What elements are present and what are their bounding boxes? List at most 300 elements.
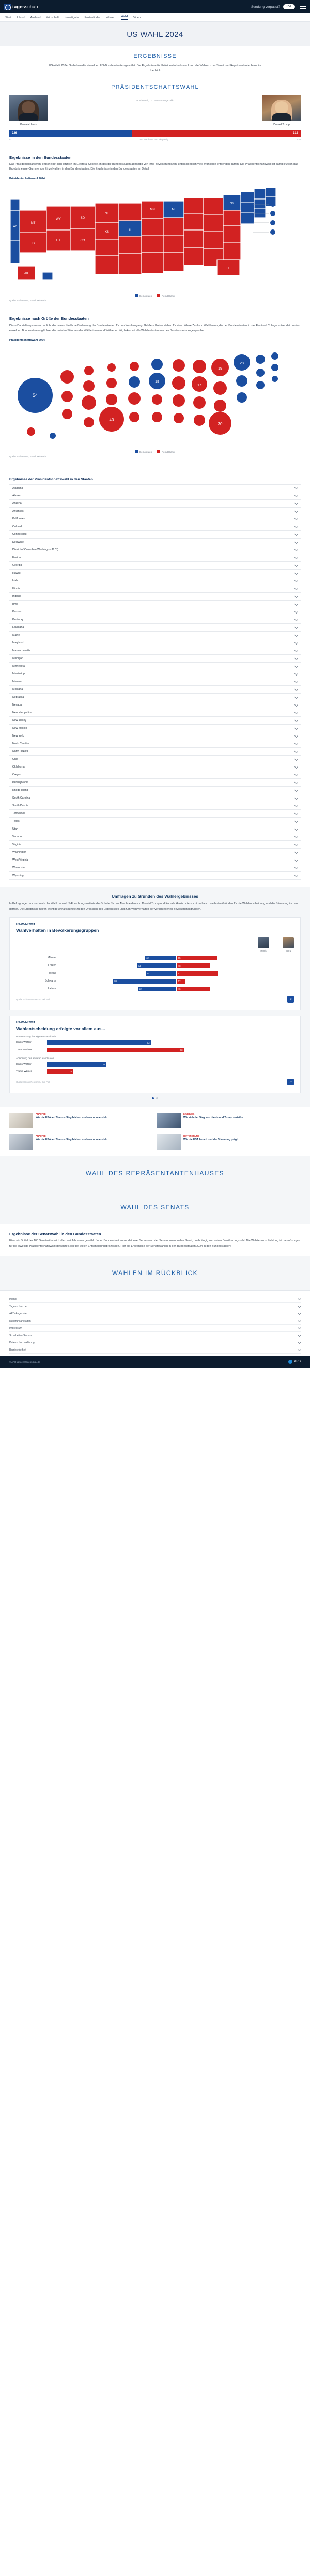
polls-section bbox=[0, 887, 310, 1106]
state-name: Washington bbox=[12, 851, 27, 854]
poll-row-label: Frauen bbox=[48, 964, 56, 968]
state-accordion-item[interactable] bbox=[9, 570, 301, 577]
state-accordion-item[interactable] bbox=[9, 856, 301, 864]
state-accordion-item[interactable] bbox=[9, 531, 301, 539]
footer-item[interactable] bbox=[9, 1303, 301, 1310]
state-name: Arkansas bbox=[12, 510, 24, 513]
tagesschau-mark-icon bbox=[4, 4, 11, 10]
state-accordion-item[interactable] bbox=[9, 663, 301, 670]
state-name: Utah bbox=[12, 827, 18, 831]
state-accordion-item[interactable] bbox=[9, 577, 301, 585]
presidential-subtitle: Bundesweit, 100 Prozent ausgezählt bbox=[136, 99, 174, 102]
chevron-down-icon bbox=[295, 757, 298, 761]
state-accordion-item[interactable] bbox=[9, 833, 301, 841]
bubble-map-subtitle: Präsidentschaftswahl 2024 bbox=[9, 339, 45, 342]
chevron-down-icon bbox=[295, 633, 298, 637]
chevron-down-icon bbox=[295, 556, 298, 559]
state-accordion-item[interactable] bbox=[9, 523, 301, 531]
chevron-down-icon bbox=[298, 1297, 301, 1300]
share-icon-2[interactable]: ↗ bbox=[287, 1079, 294, 1085]
page-title: US WAHL 2024 bbox=[127, 30, 183, 39]
chevron-down-icon bbox=[295, 641, 298, 645]
chevron-down-icon bbox=[295, 749, 298, 753]
teaser-3-kicker: ANALYSE bbox=[36, 1134, 46, 1137]
state-accordion-item[interactable] bbox=[9, 655, 301, 663]
state-name: Colorado bbox=[12, 525, 24, 529]
poll-hrow-value: 83 bbox=[180, 1049, 183, 1052]
bubble-map-section bbox=[0, 309, 310, 465]
poll-row bbox=[16, 977, 294, 985]
state-name: New Hampshire bbox=[12, 711, 32, 715]
state-name: New Mexico bbox=[12, 727, 27, 730]
state-accordion-item[interactable] bbox=[9, 632, 301, 639]
state-name: Kalifornien bbox=[12, 517, 25, 521]
state-name: Michigan bbox=[12, 657, 23, 661]
svg-text:WY: WY bbox=[56, 218, 61, 221]
footer-item-label: So arbeiten Sie uns bbox=[9, 1333, 32, 1337]
chevron-down-icon bbox=[295, 835, 298, 838]
state-accordion-item[interactable] bbox=[9, 554, 301, 562]
us-map-svg bbox=[9, 183, 301, 287]
hamburger-icon[interactable] bbox=[298, 5, 306, 9]
footer-item[interactable] bbox=[9, 1296, 301, 1303]
state-accordion-item[interactable] bbox=[9, 709, 301, 717]
share-icon[interactable]: ↗ bbox=[287, 996, 294, 1003]
poll-col-trump: Trump bbox=[283, 937, 294, 952]
state-name: Montana bbox=[12, 688, 23, 692]
chevron-down-icon bbox=[295, 726, 298, 730]
state-accordion-item[interactable] bbox=[9, 647, 301, 655]
state-accordion-item[interactable] bbox=[9, 818, 301, 825]
teaser-3-image bbox=[9, 1134, 33, 1150]
chevron-down-icon bbox=[295, 811, 298, 815]
chevron-down-icon bbox=[295, 842, 298, 846]
nav-item-video[interactable]: Video bbox=[133, 16, 141, 19]
tagesschau-logo[interactable] bbox=[4, 4, 38, 10]
house-band-title: WAHL DES REPRÄSENTANTENHAUSES bbox=[85, 1169, 225, 1177]
state-name: Kansas bbox=[12, 610, 22, 614]
state-accordion-item[interactable] bbox=[9, 771, 301, 779]
chevron-down-icon bbox=[295, 687, 298, 691]
svg-text:17: 17 bbox=[197, 384, 202, 388]
chevron-down-icon bbox=[295, 610, 298, 614]
state-accordion-item[interactable] bbox=[9, 756, 301, 763]
state-name: Mississippi bbox=[12, 672, 26, 676]
harris-bar bbox=[137, 963, 175, 968]
footer-item[interactable] bbox=[9, 1339, 301, 1346]
poll-card-2-source: Quelle: Edison Research / Exit Poll bbox=[16, 1080, 50, 1083]
state-name: Pennsylvania bbox=[12, 781, 28, 785]
poll-card-motivation bbox=[9, 1016, 301, 1093]
state-name: Connecticut bbox=[12, 533, 27, 536]
state-accordion-item[interactable] bbox=[9, 484, 301, 492]
state-accordion-item[interactable] bbox=[9, 585, 301, 593]
state-accordion-item[interactable] bbox=[9, 701, 301, 709]
electoral-scale bbox=[9, 138, 301, 141]
poll-card-1-kicker: US-Wahl 2024 bbox=[16, 923, 35, 926]
footer-list bbox=[9, 1296, 301, 1354]
teaser-2-headline: Wie sich der Sieg von Harris und Trump verteilte bbox=[183, 1116, 243, 1120]
state-accordion-item[interactable] bbox=[9, 740, 301, 748]
poll-card-2-footer bbox=[16, 1079, 294, 1085]
state-name: Nevada bbox=[12, 703, 22, 707]
state-accordion-item[interactable] bbox=[9, 864, 301, 872]
chevron-down-icon bbox=[298, 1347, 301, 1351]
chevron-down-icon bbox=[295, 695, 298, 699]
nav-item-wirtschaft[interactable]: Wirtschaft bbox=[46, 16, 59, 19]
chevron-down-icon bbox=[295, 664, 298, 668]
chevron-down-icon bbox=[295, 796, 298, 800]
footer-links bbox=[0, 1290, 310, 1356]
state-name: Georgia bbox=[12, 564, 22, 568]
chevron-down-icon bbox=[295, 734, 298, 738]
map-legend bbox=[9, 294, 301, 297]
nav-item-start[interactable]: Start bbox=[5, 16, 11, 19]
trump-bar bbox=[177, 956, 217, 960]
tagesschau-wordmark: tagesschau bbox=[12, 4, 38, 9]
teaser-1-image bbox=[9, 1113, 33, 1128]
chevron-down-icon bbox=[295, 618, 298, 621]
carousel-dot-1[interactable] bbox=[152, 1097, 154, 1099]
teaser-3[interactable] bbox=[9, 1134, 153, 1150]
chevron-down-icon bbox=[298, 1311, 301, 1315]
svg-text:NE: NE bbox=[104, 212, 110, 216]
state-accordion-item[interactable] bbox=[9, 492, 301, 500]
teaser-1[interactable] bbox=[9, 1113, 153, 1128]
poll-row bbox=[16, 970, 294, 977]
poll-col-harris: Harris bbox=[258, 937, 269, 952]
state-accordion-item[interactable] bbox=[9, 624, 301, 632]
poll-card-2-group2-label: Ablehnung des anderen Kandidaten bbox=[16, 1056, 54, 1060]
footer-bottom bbox=[0, 1356, 310, 1368]
svg-text:FL: FL bbox=[226, 267, 230, 270]
state-accordion-item[interactable] bbox=[9, 593, 301, 601]
state-accordion-item[interactable] bbox=[9, 779, 301, 787]
chevron-down-icon bbox=[295, 494, 298, 497]
state-accordion-item[interactable] bbox=[9, 810, 301, 818]
live-button[interactable]: LIVE bbox=[283, 4, 295, 9]
harris-bar bbox=[146, 971, 175, 976]
chevron-down-icon bbox=[295, 742, 298, 745]
svg-text:KS: KS bbox=[104, 231, 110, 234]
chevron-down-icon bbox=[295, 866, 298, 869]
state-name: Florida bbox=[12, 556, 21, 560]
chevron-down-icon bbox=[295, 525, 298, 528]
chevron-down-icon bbox=[295, 873, 298, 877]
map-source: Quelle: AP/Reuters; Stand: Mittwoch bbox=[9, 299, 47, 302]
state-name: Oklahoma bbox=[12, 765, 25, 769]
state-map-heading: Ergebnisse in den Bundesstaaten bbox=[9, 155, 72, 160]
state-accordion-item[interactable] bbox=[9, 608, 301, 616]
state-name: Rhode Island bbox=[12, 789, 28, 792]
state-name: Vermont bbox=[12, 835, 23, 839]
harris-thumb bbox=[258, 937, 269, 948]
state-accordion-item[interactable] bbox=[9, 515, 301, 523]
poll-row bbox=[16, 962, 294, 970]
states-list bbox=[9, 484, 301, 880]
state-name: Louisiana bbox=[12, 626, 24, 630]
us-bubble-map[interactable] bbox=[9, 345, 301, 448]
poll-hrow-label: Trump-Wähler bbox=[16, 1049, 32, 1052]
chevron-down-icon bbox=[295, 579, 298, 582]
chevron-down-icon bbox=[298, 1340, 301, 1344]
teaser-4-image bbox=[157, 1134, 181, 1150]
chevron-down-icon bbox=[295, 680, 298, 683]
state-map-section bbox=[0, 148, 310, 309]
chevron-down-icon bbox=[298, 1326, 301, 1329]
poll-card-1-rows bbox=[16, 954, 294, 993]
scale-left: 0 bbox=[9, 137, 11, 141]
svg-text:19: 19 bbox=[155, 380, 159, 385]
footer-item-label: Datenschutzerklärung bbox=[9, 1341, 35, 1344]
state-accordion-item[interactable] bbox=[9, 539, 301, 546]
state-accordion-item[interactable] bbox=[9, 849, 301, 856]
bubble-map-heading: Ergebnisse nach Größe der Bundesstaaten bbox=[9, 316, 89, 321]
footer-item-label: Impressum bbox=[9, 1326, 22, 1330]
poll-card-2-title: Wahlentscheidung erfolgte vor allem aus... bbox=[16, 1025, 105, 1031]
poll-hrow bbox=[16, 1068, 294, 1076]
scale-right: 538 bbox=[297, 137, 301, 141]
state-accordion-item[interactable] bbox=[9, 725, 301, 732]
trump-bar bbox=[177, 971, 219, 976]
teaser-4[interactable] bbox=[157, 1134, 301, 1150]
state-name: Wyoming bbox=[12, 874, 24, 878]
state-accordion-item[interactable] bbox=[9, 601, 301, 608]
chevron-down-icon bbox=[295, 625, 298, 629]
chevron-down-icon bbox=[295, 718, 298, 722]
trump-electoral-votes: 312 bbox=[132, 130, 301, 137]
svg-text:IL: IL bbox=[129, 229, 132, 232]
state-accordion-item[interactable] bbox=[9, 686, 301, 694]
state-accordion-item[interactable] bbox=[9, 802, 301, 810]
state-accordion-item[interactable] bbox=[9, 717, 301, 725]
state-accordion-item[interactable] bbox=[9, 616, 301, 624]
teaser-3-headline: Wie die USA auf Trumps Sieg blicken und was nun ansteht bbox=[36, 1138, 108, 1141]
poll-hrow-bar bbox=[47, 1040, 151, 1045]
footer-item[interactable] bbox=[9, 1332, 301, 1339]
bubble-legend bbox=[9, 450, 301, 453]
chevron-down-icon bbox=[295, 656, 298, 660]
footer-item-label: Tagesschau.de bbox=[9, 1305, 27, 1308]
svg-text:CO: CO bbox=[80, 239, 85, 242]
results-title: ERGEBNISSE bbox=[133, 53, 177, 59]
state-name: North Dakota bbox=[12, 750, 28, 754]
poll-card-1-source: Quelle: Edison Research / Exit Poll bbox=[16, 998, 50, 1001]
state-name: Maine bbox=[12, 634, 20, 637]
poll-row bbox=[16, 985, 294, 993]
results-lede: US-Wahl 2024: So haben die einzelnen US-Bundesstaaten gewählt. Die Ergebnisse für Präsidentschaftswahl und die Wahlen zum Senat und Repräsentantenhaus im Überblick. bbox=[49, 64, 261, 72]
state-accordion-item[interactable] bbox=[9, 872, 301, 880]
teaser-1-headline: Wie die USA auf Trumps Sieg blicken und was nun ansteht bbox=[36, 1116, 108, 1120]
poll-card-2-rows-group1 bbox=[16, 1039, 294, 1054]
harris-value: 52 bbox=[138, 987, 142, 990]
state-accordion-item[interactable] bbox=[9, 825, 301, 833]
teaser-row bbox=[0, 1107, 310, 1134]
chevron-down-icon bbox=[295, 780, 298, 784]
state-accordion-item[interactable] bbox=[9, 694, 301, 701]
state-name: Hawaii bbox=[12, 572, 21, 575]
poll-card-1-columns bbox=[16, 937, 294, 952]
state-name: South Dakota bbox=[12, 804, 29, 808]
nav-item-faktenfinder[interactable]: Faktenfinder bbox=[84, 16, 101, 19]
presidential-meta bbox=[50, 95, 260, 102]
poll-hrow-bar bbox=[47, 1069, 73, 1074]
state-accordion-item[interactable] bbox=[9, 732, 301, 740]
poll-row-label: Latinos bbox=[48, 987, 56, 991]
chevron-down-icon bbox=[295, 532, 298, 536]
state-accordion-item[interactable] bbox=[9, 787, 301, 794]
trump-name: Donald Trump bbox=[273, 122, 290, 126]
legend-republicans: Republikaner bbox=[157, 294, 175, 297]
bubble-source: Quelle: AP/Reuters; Stand: Mittwoch bbox=[9, 455, 47, 458]
chevron-down-icon bbox=[295, 563, 298, 567]
harris-portrait bbox=[9, 95, 48, 121]
state-accordion-item[interactable] bbox=[9, 508, 301, 515]
presidential-section bbox=[0, 81, 310, 148]
state-accordion-item[interactable] bbox=[9, 500, 301, 508]
poll-card-2-group1-label: Unterstützung der eigenen Kandidatin bbox=[16, 1035, 56, 1038]
poll-hrow-value: 36 bbox=[102, 1063, 105, 1066]
polls-intro: In Befragungen vor und nach der Wahl haben US-Forschungsinstitute die Gründe für das Abschneiden von Donald Trump und Kamala Harris untersucht und auch nach den Gründen für die Wahlentscheidung und die Stimmung im Land gefragt. Die Ergebnisse helfen wichtige Anhaltspunkte zu den Ursachen des Ergebnisses und zum Wahlverhalten der verschiedenen Bevölkerungsgruppen. bbox=[9, 902, 299, 911]
poll-hrow-label: Trump-Wähler bbox=[16, 1070, 32, 1074]
trump-thumb bbox=[283, 937, 294, 948]
state-name: New Jersey bbox=[12, 719, 27, 723]
chevron-down-icon bbox=[298, 1333, 301, 1337]
chevron-down-icon bbox=[295, 765, 298, 769]
poll-hrow-value: 16 bbox=[69, 1070, 72, 1074]
svg-text:28: 28 bbox=[240, 362, 244, 366]
nav-item-investigativ[interactable]: Investigativ bbox=[64, 16, 79, 19]
carousel-dots[interactable] bbox=[9, 1097, 301, 1099]
senate-band bbox=[0, 1190, 310, 1224]
footer-item[interactable] bbox=[9, 1325, 301, 1332]
nav-item-wissen[interactable]: Wissen bbox=[106, 16, 116, 19]
state-name: Missouri bbox=[12, 680, 23, 684]
house-band bbox=[0, 1156, 310, 1190]
senate-text: Etwa ein Drittel der 100 Senatssitze wird alle zwei Jahre neu gewählt. Jeder Bundesstaat entsendet zwei Senatoren oder Senatorinnen in den Senat, unabhängig von seiner Bevölkerungszahl. Die Wahlterminschichtung ist darauf sorgen für die jeweilige Präsidentschaftswahl gewählte Rolle bei vielen Entscheidungsprozessen. Hier die Ergebnisse der Senatswahlen in den Bundesstaaten 2024 in den Bundesstaaten: bbox=[9, 1239, 300, 1248]
candidate-trump[interactable] bbox=[262, 95, 301, 126]
ard-dot-icon bbox=[288, 1360, 292, 1364]
senate-heading: Ergebnisse der Senatswahl in den Bundesstaaten bbox=[9, 1231, 101, 1236]
bubble-map-text: Diese Darstellung veranschaulicht die unterschiedliche Bedeutung der Bundesstaaten für den Wahlausgang. Größere Kreise stehen für eine höhere Zahl von Wahlleuten, die der Bundesstaaten in das Electoral College entsendet. In den einzelnen Bundesstaaten gilt: Wer die meisten Stimmen der Wählerinnen und Wähler erhält, bekommt alle Wahlleutestimmen des Bundesstaats zugesprochen. bbox=[9, 324, 300, 332]
teaser-2-image bbox=[157, 1113, 181, 1128]
retrospective-band bbox=[0, 1256, 310, 1290]
polls-title: Umfragen zu Gründen des Wahlergebnisses bbox=[112, 894, 198, 899]
chevron-down-icon bbox=[295, 548, 298, 551]
state-accordion-item[interactable] bbox=[9, 670, 301, 678]
poll-row-label: Männer bbox=[48, 956, 56, 960]
state-name: Maryland bbox=[12, 641, 24, 645]
poll-hrow bbox=[16, 1039, 294, 1047]
trump-bar bbox=[177, 963, 210, 968]
state-name: Arizona bbox=[12, 502, 22, 505]
retrospective-title: WAHLEN IM RÜCKBLICK bbox=[112, 1269, 198, 1277]
state-name: Wisconsin bbox=[12, 866, 25, 870]
chevron-down-icon bbox=[295, 711, 298, 714]
poll-hrow-label: Harris-Wähler bbox=[16, 1041, 32, 1045]
footer-item[interactable] bbox=[9, 1346, 301, 1354]
svg-text:MT: MT bbox=[30, 222, 36, 225]
senate-section bbox=[0, 1224, 310, 1256]
state-accordion-item[interactable] bbox=[9, 794, 301, 802]
footer-item[interactable] bbox=[9, 1317, 301, 1325]
states-heading: Ergebnisse der Präsidentschaftswahl in den Staaten bbox=[9, 478, 93, 482]
state-name: Alaska bbox=[12, 494, 21, 498]
poll-hrow bbox=[16, 1061, 294, 1068]
footer-item-label: Barrierefreiheit bbox=[9, 1348, 26, 1352]
state-name: District of Columbia (Washington D.C.) bbox=[12, 548, 58, 552]
footer-item[interactable] bbox=[9, 1310, 301, 1317]
chevron-down-icon bbox=[295, 672, 298, 676]
trump-bar bbox=[177, 979, 186, 984]
results-section bbox=[0, 46, 310, 81]
senate-band-title: WAHL DES SENATS bbox=[120, 1203, 190, 1211]
state-name: Kentucky bbox=[12, 618, 24, 622]
chevron-down-icon bbox=[295, 819, 298, 823]
state-name: Delaware bbox=[12, 541, 24, 544]
carousel-dot-2[interactable] bbox=[156, 1097, 158, 1099]
candidate-harris[interactable] bbox=[9, 95, 48, 126]
state-accordion-item[interactable] bbox=[9, 748, 301, 756]
teaser-2[interactable] bbox=[157, 1113, 301, 1128]
nav-item-wahl[interactable]: Wahl bbox=[121, 15, 128, 20]
state-accordion-item[interactable] bbox=[9, 546, 301, 554]
bubble-map-svg bbox=[9, 345, 301, 446]
ard-logo: ARD bbox=[288, 1360, 301, 1364]
us-choropleth-map[interactable] bbox=[9, 183, 301, 292]
bubble-legend-democrats: Demokraten bbox=[135, 450, 152, 453]
nav-item-inland[interactable]: Inland bbox=[17, 16, 25, 19]
svg-text:30: 30 bbox=[218, 422, 223, 427]
poll-card-demographics bbox=[9, 917, 301, 1010]
harris-value: 41 bbox=[147, 972, 150, 975]
trump-bar bbox=[177, 987, 210, 991]
state-accordion-item[interactable] bbox=[9, 639, 301, 647]
chevron-down-icon bbox=[295, 827, 298, 831]
harris-value: 53 bbox=[138, 964, 141, 967]
trump-value: 57 bbox=[178, 972, 181, 975]
legend-democrats: Demokraten bbox=[135, 294, 152, 297]
state-accordion-item[interactable] bbox=[9, 562, 301, 570]
state-accordion-item[interactable] bbox=[9, 678, 301, 686]
state-name: Massachusetts bbox=[12, 649, 30, 653]
missed-broadcast-link[interactable]: Sendung verpasst? bbox=[251, 5, 280, 9]
chevron-down-icon bbox=[295, 571, 298, 575]
trump-value: 46 bbox=[178, 987, 181, 990]
top-bar bbox=[0, 0, 310, 13]
state-accordion-item[interactable] bbox=[9, 763, 301, 771]
chevron-down-icon bbox=[295, 850, 298, 854]
poll-row bbox=[16, 954, 294, 962]
footer-item-label: Rundfunkanstalten bbox=[9, 1319, 31, 1323]
chevron-down-icon bbox=[298, 1304, 301, 1308]
state-name: Indiana bbox=[12, 595, 22, 599]
chevron-down-icon bbox=[295, 804, 298, 807]
footer-item-label: Inland bbox=[9, 1297, 17, 1301]
electoral-result-bar bbox=[9, 130, 301, 137]
chevron-down-icon bbox=[295, 594, 298, 598]
chevron-down-icon bbox=[295, 587, 298, 590]
state-name: Minnesota bbox=[12, 665, 25, 668]
state-accordion-item[interactable] bbox=[9, 841, 301, 849]
chevron-down-icon bbox=[295, 509, 298, 513]
svg-text:SD: SD bbox=[80, 217, 85, 220]
state-name: West Virginia bbox=[12, 858, 28, 862]
teaser-4-kicker: HINTERGRUND bbox=[183, 1134, 199, 1137]
nav-item-ausland[interactable]: Ausland bbox=[30, 16, 41, 19]
chevron-down-icon bbox=[295, 858, 298, 862]
harris-bar bbox=[113, 979, 175, 984]
